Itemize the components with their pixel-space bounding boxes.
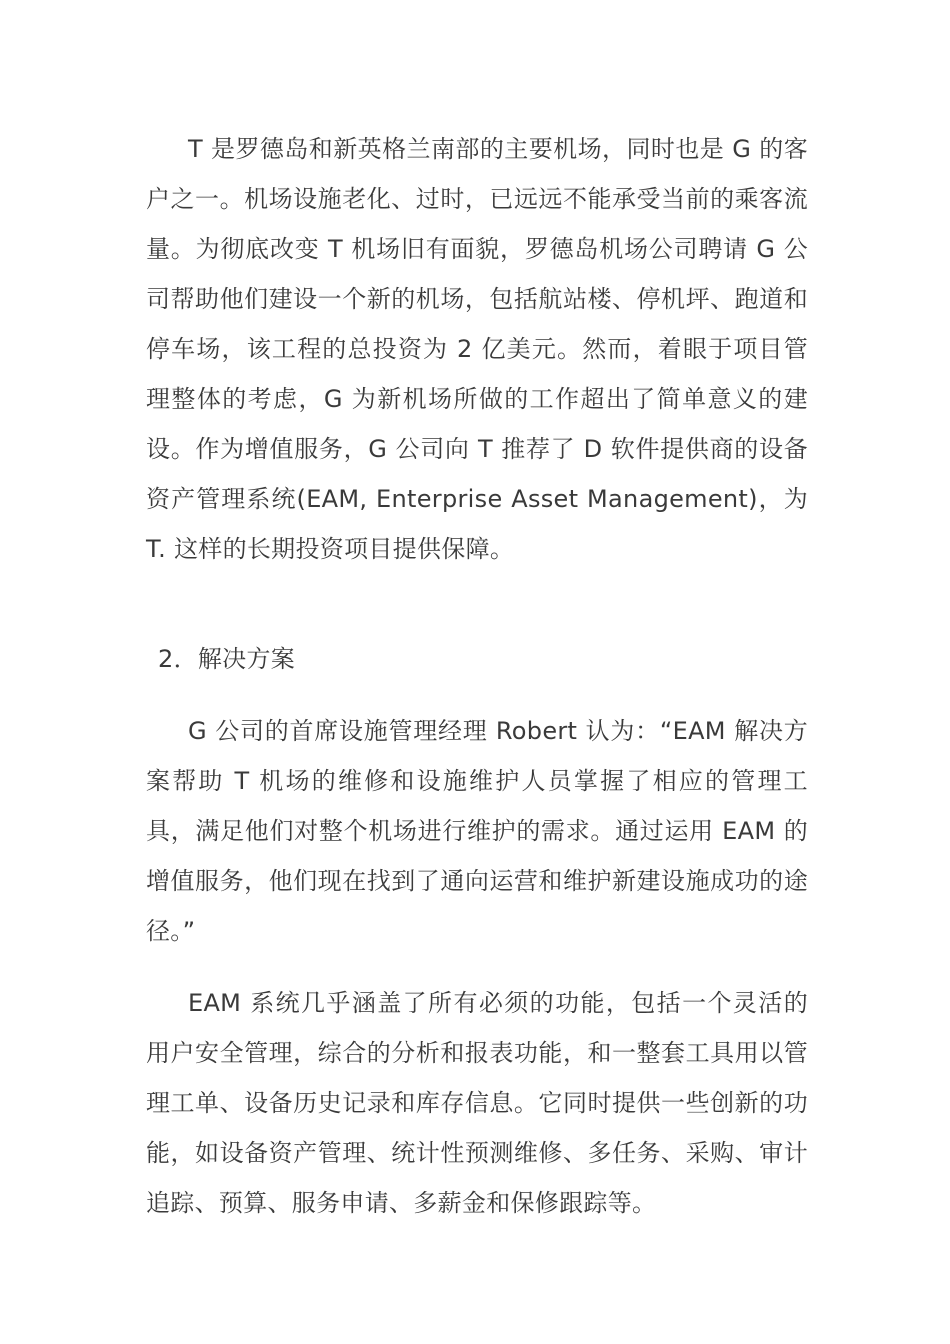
paragraph-airport-background: T 是罗德岛和新英格兰南部的主要机场，同时也是 G 的客户之一。机场设施老化、过时，已远远不能承受当前的乘客流量。为彻底改变 T 机场旧有面貌，罗德岛机场公司聘请 G 公司帮助他们建设一个新的机场，包括航站楼、停机坪、跑道和停车场，该工程的总投资为 2 亿美元。然而，着眼于项目管理整体的考虑，G 为新机场所做的工作超出了简单意义的建设。作为增值服务，G 公司向 T 推荐了 D 软件提供商的设备资产管理系统(EAM, Enterprise Asset Management)，为 T. 这样的长期投资项目提供保障。 xyxy=(146,135,808,563)
paragraph-robert-quote: G 公司的首席设施管理经理 Robert 认为：“EAM 解决方案帮助 T 机场的维修和设施维护人员掌握了相应的管理工具，满足他们对整个机场进行维护的需求。通过运用 EAM 的增值服务，他们现在找到了通向运营和维护新建设施成功的途径。” xyxy=(146,717,808,945)
section-heading-solution: 2．解决方案 xyxy=(158,645,296,673)
document-body xyxy=(146,124,808,1228)
paragraph-eam-features: EAM 系统几乎涵盖了所有必须的功能，包括一个灵活的用户安全管理，综合的分析和报表功能，和一整套工具用以管理工单、设备历史记录和库存信息。它同时提供一些创新的功能，如设备资产管理、统计性预测维修、多任务、采购、审计追踪、预算、服务申请、多薪金和保修跟踪等。 xyxy=(146,989,808,1217)
